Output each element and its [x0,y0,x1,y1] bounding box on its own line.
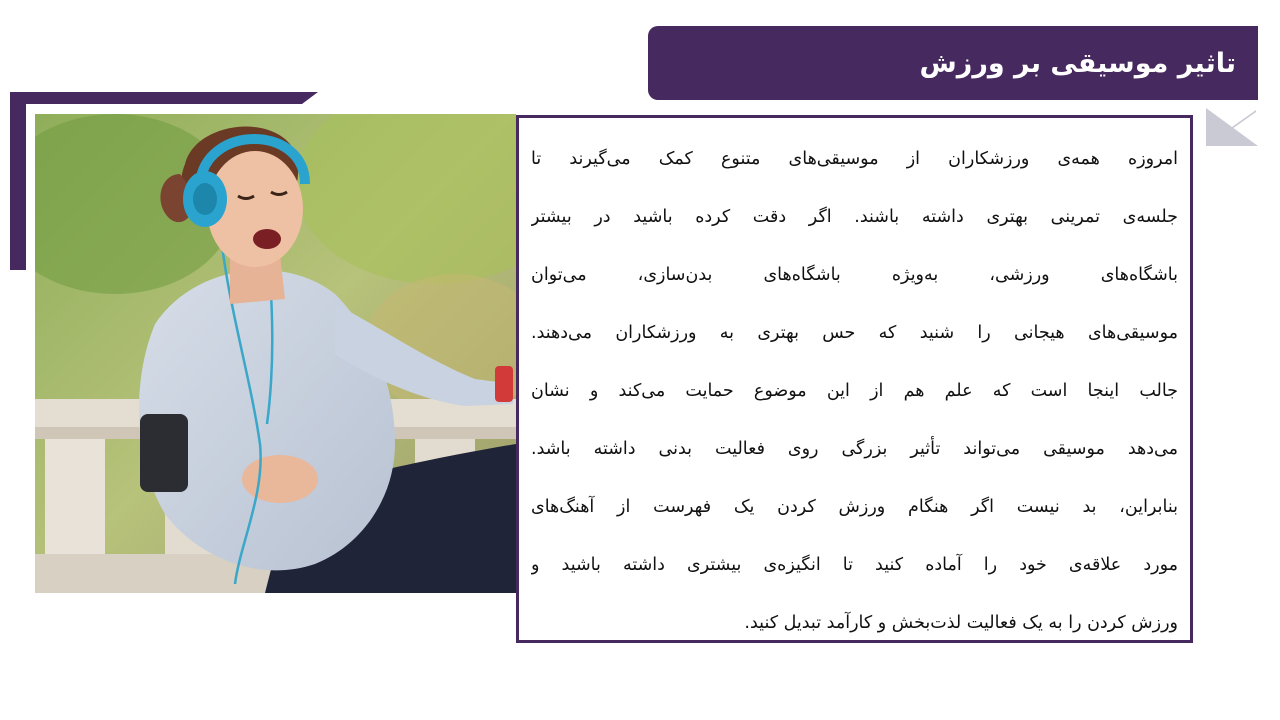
slide-title: تاثیر موسیقی بر ورزش [919,47,1236,79]
body-line-6: می‌دهد موسیقی می‌تواند تأثیر بزرگی روی فعالیت بدنی داشته باشد. [531,439,1178,459]
body-line-5: جالب اینجا است که علم هم از این موضوع حمایت می‌کند و نشان [531,381,1178,401]
body-line-3: باشگاه‌های ورزشی، به‌ویژه باشگاه‌های بدن‌سازی، می‌توان [531,265,1178,285]
body-text-box [516,115,1193,643]
title-banner [648,26,1258,100]
body-line-4: موسیقی‌های هیجانی را شنید که حس بهتری به ورزشکاران می‌دهند. [531,323,1178,343]
body-line-2: جلسه‌ی تمرینی بهتری داشته باشند. اگر دقت کرده باشید در بیشتر [531,207,1178,227]
body-line-7: بنابراین، بد نیست اگر هنگام ورزش کردن یک فهرست از آهنگ‌های [531,497,1178,517]
photo-woman-headphones [35,114,516,593]
body-line-1: امروزه همه‌ی ورزشکاران از موسیقی‌های متنوع کمک می‌گیرند تا [531,149,1178,169]
decorative-triangle [1206,108,1258,146]
body-line-9: ورزش کردن را به یک فعالیت لذت‌بخش و کارآمد تبدیل کنید. [744,613,1178,633]
body-line-8: مورد علاقه‌ی خود را آماده کنید تا انگیزه‌ی بیشتری داشته باشید و [531,555,1178,575]
